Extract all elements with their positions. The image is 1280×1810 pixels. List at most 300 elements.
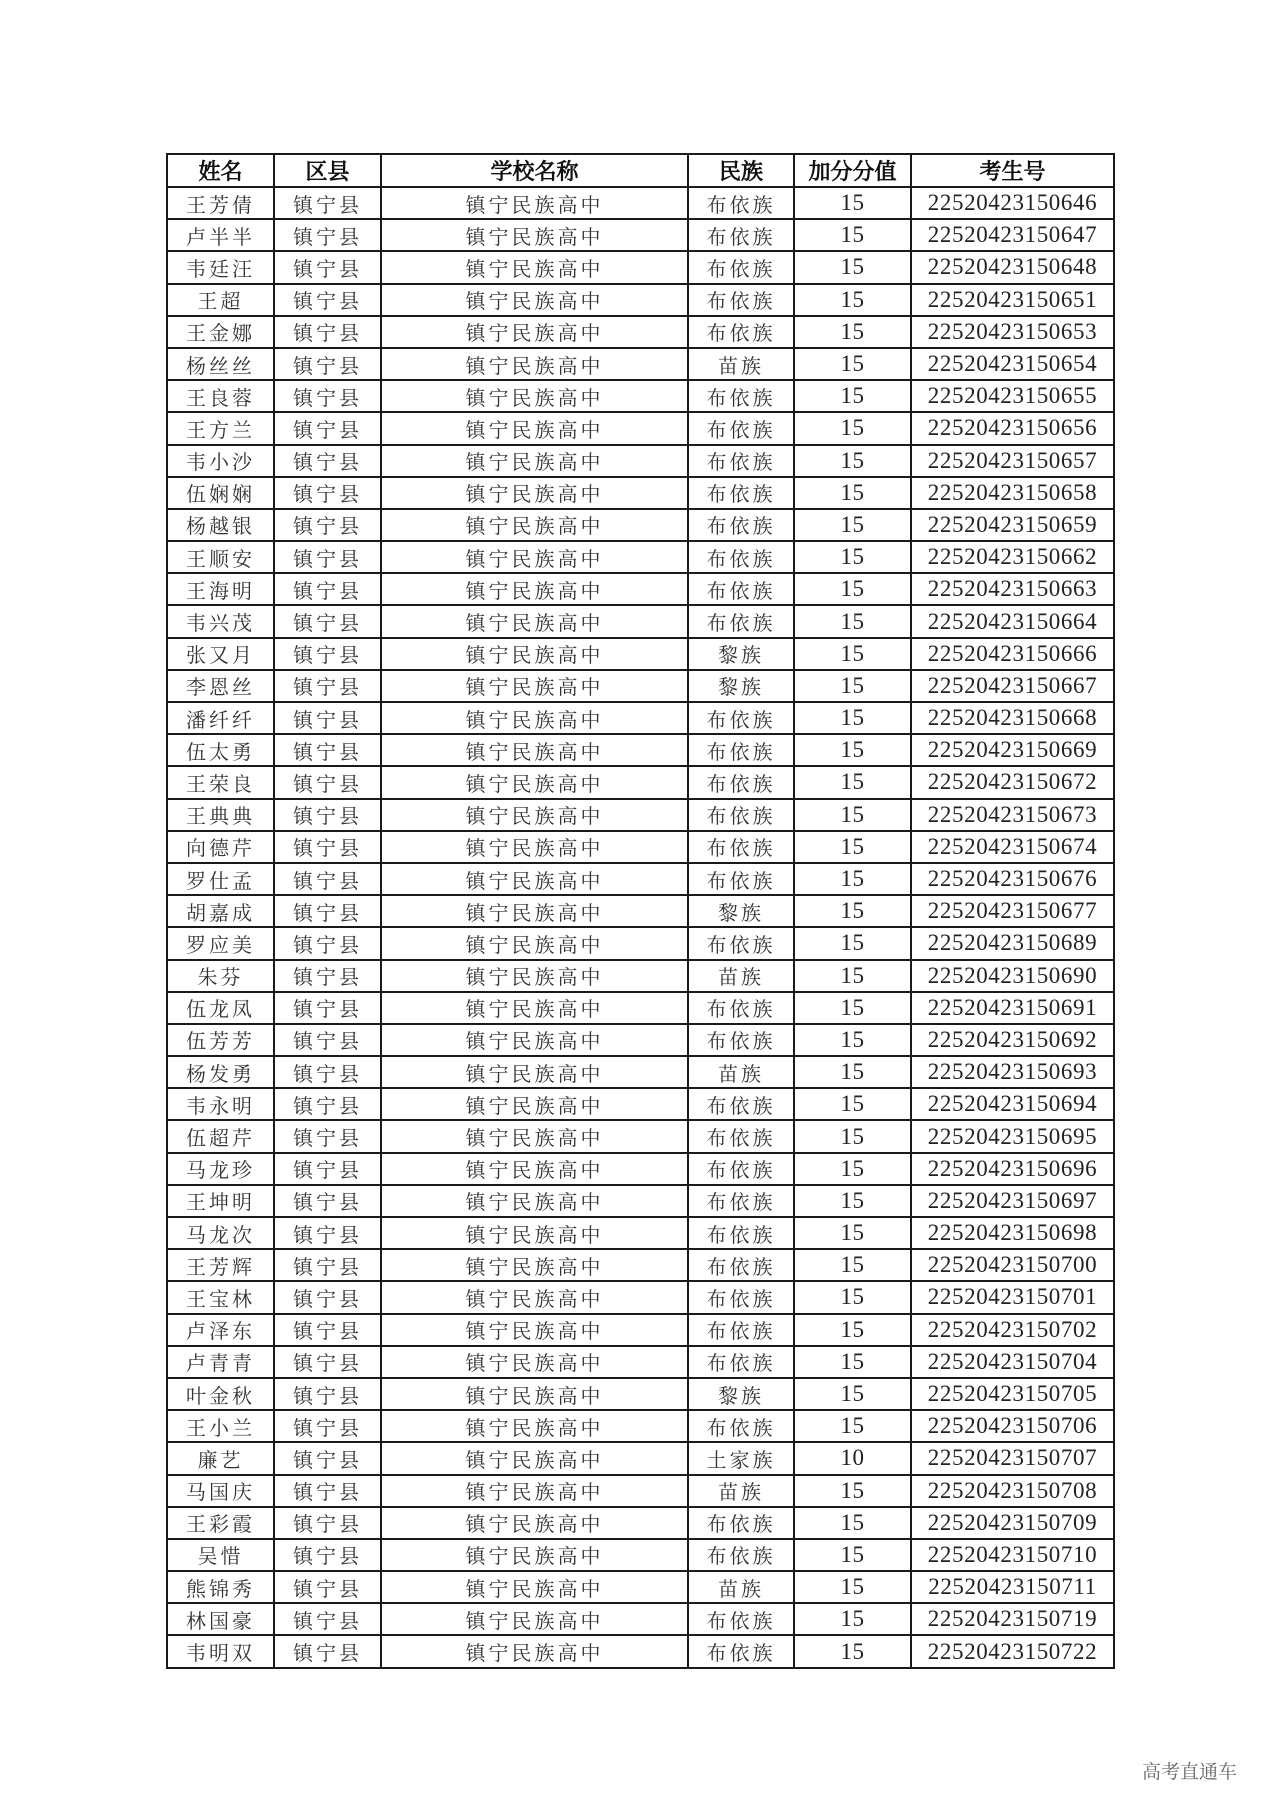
cell-school: 镇宁民族高中 <box>381 734 688 766</box>
cell-county: 镇宁县 <box>274 1635 381 1667</box>
cell-name: 王坤明 <box>167 1185 274 1217</box>
cell-bonus: 15 <box>794 316 911 348</box>
cell-county: 镇宁县 <box>274 799 381 831</box>
cell-school: 镇宁民族高中 <box>381 1056 688 1088</box>
table-row <box>167 509 1114 541</box>
cell-name: 熊锦秀 <box>167 1571 274 1603</box>
cell-bonus: 15 <box>794 670 911 702</box>
cell-school: 镇宁民族高中 <box>381 1088 688 1120</box>
cell-name: 韦永明 <box>167 1088 274 1120</box>
cell-county: 镇宁县 <box>274 638 381 670</box>
cell-county: 镇宁县 <box>274 702 381 734</box>
cell-school: 镇宁民族高中 <box>381 219 688 251</box>
cell-school: 镇宁民族高中 <box>381 895 688 927</box>
table-row <box>167 927 1114 959</box>
cell-exam-id: 22520423150653 <box>911 316 1114 348</box>
cell-ethnicity: 苗族 <box>688 1571 794 1603</box>
cell-exam-id: 22520423150690 <box>911 960 1114 992</box>
cell-school: 镇宁民族高中 <box>381 1410 688 1442</box>
cell-bonus: 15 <box>794 702 911 734</box>
table-row <box>167 992 1114 1024</box>
cell-county: 镇宁县 <box>274 1024 381 1056</box>
cell-county: 镇宁县 <box>274 766 381 798</box>
cell-school: 镇宁民族高中 <box>381 1475 688 1507</box>
cell-exam-id: 22520423150676 <box>911 863 1114 895</box>
cell-bonus: 15 <box>794 1024 911 1056</box>
cell-school: 镇宁民族高中 <box>381 1120 688 1152</box>
table-row <box>167 1475 1114 1507</box>
cell-bonus: 15 <box>794 348 911 380</box>
cell-school: 镇宁民族高中 <box>381 541 688 573</box>
cell-bonus: 15 <box>794 1539 911 1571</box>
cell-exam-id: 22520423150659 <box>911 509 1114 541</box>
cell-exam-id: 22520423150722 <box>911 1635 1114 1667</box>
cell-ethnicity: 布依族 <box>688 1507 794 1539</box>
table-row <box>167 316 1114 348</box>
cell-name: 王典典 <box>167 799 274 831</box>
cell-bonus: 15 <box>794 1153 911 1185</box>
cell-county: 镇宁县 <box>274 895 381 927</box>
cell-name: 韦小沙 <box>167 445 274 477</box>
cell-ethnicity: 布依族 <box>688 219 794 251</box>
cell-ethnicity: 布依族 <box>688 509 794 541</box>
cell-name: 王海明 <box>167 573 274 605</box>
cell-bonus: 15 <box>794 573 911 605</box>
cell-school: 镇宁民族高中 <box>381 605 688 637</box>
cell-exam-id: 22520423150667 <box>911 670 1114 702</box>
cell-name: 王顺安 <box>167 541 274 573</box>
cell-name: 伍娴娴 <box>167 477 274 509</box>
cell-county: 镇宁县 <box>274 1217 381 1249</box>
cell-name: 林国豪 <box>167 1603 274 1635</box>
cell-ethnicity: 布依族 <box>688 863 794 895</box>
cell-school: 镇宁民族高中 <box>381 638 688 670</box>
cell-ethnicity: 布依族 <box>688 1314 794 1346</box>
cell-bonus: 15 <box>794 992 911 1024</box>
cell-county: 镇宁县 <box>274 1281 381 1313</box>
cell-county: 镇宁县 <box>274 251 381 283</box>
cell-name: 马国庆 <box>167 1475 274 1507</box>
cell-school: 镇宁民族高中 <box>381 477 688 509</box>
cell-bonus: 15 <box>794 863 911 895</box>
cell-exam-id: 22520423150648 <box>911 251 1114 283</box>
cell-bonus: 15 <box>794 412 911 444</box>
cell-name: 王方兰 <box>167 412 274 444</box>
cell-school: 镇宁民族高中 <box>381 1442 688 1474</box>
cell-name: 伍龙凤 <box>167 992 274 1024</box>
table-row <box>167 1442 1114 1474</box>
header-school: 学校名称 <box>381 154 688 187</box>
table-header-row <box>167 154 1114 187</box>
cell-name: 罗仕孟 <box>167 863 274 895</box>
cell-exam-id: 22520423150662 <box>911 541 1114 573</box>
cell-school: 镇宁民族高中 <box>381 1249 688 1281</box>
table-row <box>167 1603 1114 1635</box>
table-row <box>167 1120 1114 1152</box>
cell-county: 镇宁县 <box>274 509 381 541</box>
table-body <box>167 187 1114 1668</box>
table-row <box>167 219 1114 251</box>
cell-bonus: 15 <box>794 509 911 541</box>
cell-county: 镇宁县 <box>274 412 381 444</box>
cell-county: 镇宁县 <box>274 1442 381 1474</box>
table-row <box>167 412 1114 444</box>
cell-county: 镇宁县 <box>274 1056 381 1088</box>
cell-bonus: 15 <box>794 1217 911 1249</box>
bonus-points-table <box>166 153 1115 1669</box>
cell-school: 镇宁民族高中 <box>381 1539 688 1571</box>
cell-bonus: 15 <box>794 960 911 992</box>
cell-ethnicity: 苗族 <box>688 960 794 992</box>
table-row <box>167 605 1114 637</box>
cell-ethnicity: 布依族 <box>688 1088 794 1120</box>
cell-bonus: 15 <box>794 1281 911 1313</box>
cell-ethnicity: 布依族 <box>688 541 794 573</box>
cell-ethnicity: 布依族 <box>688 766 794 798</box>
cell-name: 伍超芹 <box>167 1120 274 1152</box>
cell-bonus: 15 <box>794 251 911 283</box>
cell-name: 杨发勇 <box>167 1056 274 1088</box>
table-row <box>167 895 1114 927</box>
cell-school: 镇宁民族高中 <box>381 992 688 1024</box>
table-row <box>167 477 1114 509</box>
cell-exam-id: 22520423150704 <box>911 1346 1114 1378</box>
table-row <box>167 380 1114 412</box>
cell-exam-id: 22520423150657 <box>911 445 1114 477</box>
cell-bonus: 15 <box>794 445 911 477</box>
cell-name: 王荣良 <box>167 766 274 798</box>
cell-school: 镇宁民族高中 <box>381 412 688 444</box>
header-exam-id: 考生号 <box>911 154 1114 187</box>
cell-school: 镇宁民族高中 <box>381 1185 688 1217</box>
cell-school: 镇宁民族高中 <box>381 187 688 219</box>
cell-county: 镇宁县 <box>274 1603 381 1635</box>
cell-school: 镇宁民族高中 <box>381 1507 688 1539</box>
table-row <box>167 1088 1114 1120</box>
cell-exam-id: 22520423150647 <box>911 219 1114 251</box>
table-row <box>167 960 1114 992</box>
watermark: 高考直通车 <box>1142 1761 1238 1783</box>
cell-county: 镇宁县 <box>274 477 381 509</box>
cell-name: 罗应美 <box>167 927 274 959</box>
cell-ethnicity: 布依族 <box>688 1249 794 1281</box>
cell-exam-id: 22520423150702 <box>911 1314 1114 1346</box>
cell-name: 杨丝丝 <box>167 348 274 380</box>
cell-exam-id: 22520423150691 <box>911 992 1114 1024</box>
cell-bonus: 15 <box>794 1088 911 1120</box>
table-row <box>167 799 1114 831</box>
cell-bonus: 15 <box>794 477 911 509</box>
cell-exam-id: 22520423150697 <box>911 1185 1114 1217</box>
cell-name: 吴惜 <box>167 1539 274 1571</box>
cell-ethnicity: 布依族 <box>688 412 794 444</box>
cell-exam-id: 22520423150654 <box>911 348 1114 380</box>
cell-ethnicity: 布依族 <box>688 1024 794 1056</box>
cell-ethnicity: 黎族 <box>688 670 794 702</box>
cell-exam-id: 22520423150707 <box>911 1442 1114 1474</box>
cell-ethnicity: 苗族 <box>688 348 794 380</box>
cell-bonus: 15 <box>794 1056 911 1088</box>
cell-school: 镇宁民族高中 <box>381 670 688 702</box>
cell-bonus: 15 <box>794 1571 911 1603</box>
cell-exam-id: 22520423150709 <box>911 1507 1114 1539</box>
cell-ethnicity: 布依族 <box>688 445 794 477</box>
cell-ethnicity: 土家族 <box>688 1442 794 1474</box>
cell-county: 镇宁县 <box>274 1378 381 1410</box>
cell-bonus: 15 <box>794 1185 911 1217</box>
cell-county: 镇宁县 <box>274 1475 381 1507</box>
table-row <box>167 348 1114 380</box>
header-bonus: 加分分值 <box>794 154 911 187</box>
cell-school: 镇宁民族高中 <box>381 251 688 283</box>
cell-ethnicity: 黎族 <box>688 638 794 670</box>
cell-name: 王超 <box>167 284 274 316</box>
cell-exam-id: 22520423150694 <box>911 1088 1114 1120</box>
table-row <box>167 1314 1114 1346</box>
table-row <box>167 831 1114 863</box>
cell-ethnicity: 布依族 <box>688 927 794 959</box>
cell-exam-id: 22520423150706 <box>911 1410 1114 1442</box>
cell-exam-id: 22520423150705 <box>911 1378 1114 1410</box>
cell-county: 镇宁县 <box>274 219 381 251</box>
table-row <box>167 1281 1114 1313</box>
table-row <box>167 702 1114 734</box>
cell-school: 镇宁民族高中 <box>381 1635 688 1667</box>
cell-name: 李恩丝 <box>167 670 274 702</box>
header-ethnicity: 民族 <box>688 154 794 187</box>
table-row <box>167 1507 1114 1539</box>
cell-bonus: 15 <box>794 541 911 573</box>
cell-exam-id: 22520423150673 <box>911 799 1114 831</box>
cell-county: 镇宁县 <box>274 380 381 412</box>
cell-county: 镇宁县 <box>274 1249 381 1281</box>
cell-county: 镇宁县 <box>274 1571 381 1603</box>
cell-bonus: 15 <box>794 1635 911 1667</box>
cell-exam-id: 22520423150700 <box>911 1249 1114 1281</box>
cell-bonus: 15 <box>794 895 911 927</box>
cell-school: 镇宁民族高中 <box>381 702 688 734</box>
cell-ethnicity: 布依族 <box>688 1346 794 1378</box>
table-row <box>167 1410 1114 1442</box>
cell-ethnicity: 布依族 <box>688 1120 794 1152</box>
cell-bonus: 15 <box>794 1475 911 1507</box>
table-row <box>167 670 1114 702</box>
cell-school: 镇宁民族高中 <box>381 509 688 541</box>
cell-name: 王彩霞 <box>167 1507 274 1539</box>
cell-exam-id: 22520423150656 <box>911 412 1114 444</box>
cell-name: 卢半半 <box>167 219 274 251</box>
cell-school: 镇宁民族高中 <box>381 1153 688 1185</box>
cell-county: 镇宁县 <box>274 187 381 219</box>
cell-school: 镇宁民族高中 <box>381 348 688 380</box>
cell-bonus: 15 <box>794 219 911 251</box>
cell-school: 镇宁民族高中 <box>381 1346 688 1378</box>
cell-name: 伍芳芳 <box>167 1024 274 1056</box>
header-county: 区县 <box>274 154 381 187</box>
table-row <box>167 638 1114 670</box>
cell-ethnicity: 布依族 <box>688 573 794 605</box>
cell-name: 韦明双 <box>167 1635 274 1667</box>
table-row <box>167 1217 1114 1249</box>
cell-ethnicity: 布依族 <box>688 316 794 348</box>
cell-ethnicity: 布依族 <box>688 1410 794 1442</box>
cell-school: 镇宁民族高中 <box>381 863 688 895</box>
cell-bonus: 15 <box>794 927 911 959</box>
cell-exam-id: 22520423150698 <box>911 1217 1114 1249</box>
table-row <box>167 1056 1114 1088</box>
cell-bonus: 15 <box>794 284 911 316</box>
cell-county: 镇宁县 <box>274 284 381 316</box>
cell-county: 镇宁县 <box>274 1185 381 1217</box>
table-row <box>167 187 1114 219</box>
cell-ethnicity: 苗族 <box>688 1056 794 1088</box>
cell-county: 镇宁县 <box>274 670 381 702</box>
cell-school: 镇宁民族高中 <box>381 960 688 992</box>
cell-name: 朱芬 <box>167 960 274 992</box>
cell-name: 卢青青 <box>167 1346 274 1378</box>
cell-bonus: 15 <box>794 380 911 412</box>
cell-ethnicity: 布依族 <box>688 1281 794 1313</box>
table-row <box>167 863 1114 895</box>
cell-ethnicity: 布依族 <box>688 734 794 766</box>
cell-school: 镇宁民族高中 <box>381 1024 688 1056</box>
cell-school: 镇宁民族高中 <box>381 284 688 316</box>
cell-name: 马龙次 <box>167 1217 274 1249</box>
cell-bonus: 15 <box>794 1314 911 1346</box>
cell-exam-id: 22520423150677 <box>911 895 1114 927</box>
cell-county: 镇宁县 <box>274 1346 381 1378</box>
cell-exam-id: 22520423150666 <box>911 638 1114 670</box>
cell-ethnicity: 布依族 <box>688 605 794 637</box>
cell-ethnicity: 布依族 <box>688 1603 794 1635</box>
table-row <box>167 1249 1114 1281</box>
cell-name: 王芳辉 <box>167 1249 274 1281</box>
cell-ethnicity: 苗族 <box>688 1475 794 1507</box>
cell-name: 王良蓉 <box>167 380 274 412</box>
header-name: 姓名 <box>167 154 274 187</box>
table-row <box>167 1571 1114 1603</box>
cell-ethnicity: 布依族 <box>688 799 794 831</box>
cell-exam-id: 22520423150658 <box>911 477 1114 509</box>
cell-county: 镇宁县 <box>274 1507 381 1539</box>
cell-bonus: 15 <box>794 766 911 798</box>
cell-school: 镇宁民族高中 <box>381 316 688 348</box>
cell-school: 镇宁民族高中 <box>381 927 688 959</box>
table-row <box>167 734 1114 766</box>
cell-bonus: 15 <box>794 1120 911 1152</box>
cell-county: 镇宁县 <box>274 1088 381 1120</box>
table-row <box>167 1539 1114 1571</box>
cell-exam-id: 22520423150672 <box>911 766 1114 798</box>
cell-school: 镇宁民族高中 <box>381 831 688 863</box>
table-row <box>167 284 1114 316</box>
cell-school: 镇宁民族高中 <box>381 1217 688 1249</box>
cell-exam-id: 22520423150651 <box>911 284 1114 316</box>
cell-bonus: 15 <box>794 1346 911 1378</box>
cell-exam-id: 22520423150668 <box>911 702 1114 734</box>
cell-county: 镇宁县 <box>274 1153 381 1185</box>
cell-name: 韦廷汪 <box>167 251 274 283</box>
cell-county: 镇宁县 <box>274 445 381 477</box>
table-row <box>167 251 1114 283</box>
cell-name: 王小兰 <box>167 1410 274 1442</box>
cell-school: 镇宁民族高中 <box>381 766 688 798</box>
cell-school: 镇宁民族高中 <box>381 799 688 831</box>
cell-name: 胡嘉成 <box>167 895 274 927</box>
cell-name: 潘纤纤 <box>167 702 274 734</box>
cell-name: 卢泽东 <box>167 1314 274 1346</box>
cell-ethnicity: 布依族 <box>688 1217 794 1249</box>
cell-name: 王宝林 <box>167 1281 274 1313</box>
cell-name: 杨越银 <box>167 509 274 541</box>
cell-ethnicity: 布依族 <box>688 702 794 734</box>
cell-county: 镇宁县 <box>274 541 381 573</box>
cell-ethnicity: 布依族 <box>688 187 794 219</box>
table-row <box>167 766 1114 798</box>
table-row <box>167 573 1114 605</box>
cell-exam-id: 22520423150693 <box>911 1056 1114 1088</box>
cell-school: 镇宁民族高中 <box>381 1281 688 1313</box>
cell-exam-id: 22520423150701 <box>911 1281 1114 1313</box>
cell-bonus: 15 <box>794 638 911 670</box>
cell-ethnicity: 布依族 <box>688 1539 794 1571</box>
cell-name: 韦兴茂 <box>167 605 274 637</box>
table-row <box>167 1024 1114 1056</box>
cell-ethnicity: 布依族 <box>688 1185 794 1217</box>
table-row <box>167 541 1114 573</box>
table-row <box>167 1378 1114 1410</box>
cell-county: 镇宁县 <box>274 316 381 348</box>
cell-county: 镇宁县 <box>274 960 381 992</box>
cell-school: 镇宁民族高中 <box>381 1378 688 1410</box>
cell-ethnicity: 布依族 <box>688 831 794 863</box>
table-row <box>167 1346 1114 1378</box>
cell-ethnicity: 布依族 <box>688 1635 794 1667</box>
cell-exam-id: 22520423150708 <box>911 1475 1114 1507</box>
cell-county: 镇宁县 <box>274 1314 381 1346</box>
cell-exam-id: 22520423150689 <box>911 927 1114 959</box>
cell-school: 镇宁民族高中 <box>381 380 688 412</box>
cell-name: 廉艺 <box>167 1442 274 1474</box>
cell-ethnicity: 黎族 <box>688 1378 794 1410</box>
cell-exam-id: 22520423150674 <box>911 831 1114 863</box>
cell-name: 张又月 <box>167 638 274 670</box>
cell-county: 镇宁县 <box>274 573 381 605</box>
cell-ethnicity: 布依族 <box>688 251 794 283</box>
cell-school: 镇宁民族高中 <box>381 1603 688 1635</box>
cell-exam-id: 22520423150646 <box>911 187 1114 219</box>
cell-name: 王金娜 <box>167 316 274 348</box>
cell-bonus: 15 <box>794 605 911 637</box>
cell-name: 向德芹 <box>167 831 274 863</box>
cell-exam-id: 22520423150664 <box>911 605 1114 637</box>
cell-school: 镇宁民族高中 <box>381 1571 688 1603</box>
cell-bonus: 15 <box>794 1378 911 1410</box>
cell-school: 镇宁民族高中 <box>381 1314 688 1346</box>
table-row <box>167 1185 1114 1217</box>
cell-county: 镇宁县 <box>274 831 381 863</box>
cell-county: 镇宁县 <box>274 863 381 895</box>
cell-exam-id: 22520423150692 <box>911 1024 1114 1056</box>
cell-county: 镇宁县 <box>274 1410 381 1442</box>
cell-county: 镇宁县 <box>274 1120 381 1152</box>
cell-ethnicity: 黎族 <box>688 895 794 927</box>
cell-county: 镇宁县 <box>274 1539 381 1571</box>
cell-county: 镇宁县 <box>274 992 381 1024</box>
cell-ethnicity: 布依族 <box>688 380 794 412</box>
cell-exam-id: 22520423150695 <box>911 1120 1114 1152</box>
cell-exam-id: 22520423150669 <box>911 734 1114 766</box>
